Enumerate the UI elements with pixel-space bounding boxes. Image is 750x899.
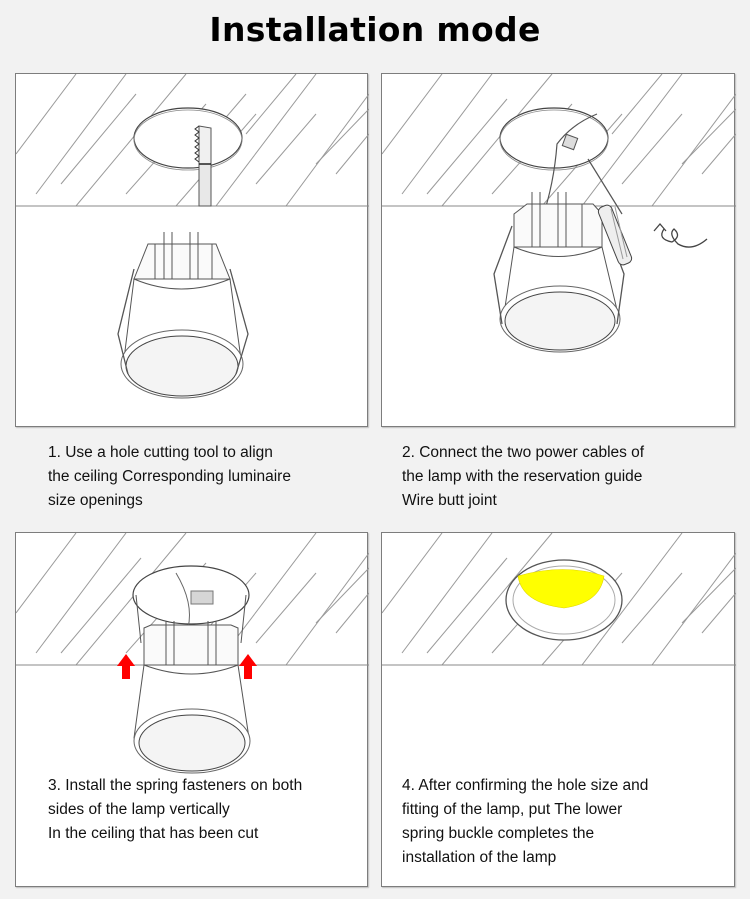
step-4-caption xyxy=(402,774,648,870)
wire-connection-illustration xyxy=(382,74,736,428)
up-arrow-icon xyxy=(117,654,135,679)
caption-line: sides of the lamp vertically xyxy=(48,801,230,818)
downlight-lamp-icon xyxy=(134,621,250,773)
caption-line: the ceiling Corresponding luminaire xyxy=(48,468,291,485)
downlight-lamp-icon xyxy=(118,232,248,398)
installed-downlight-icon xyxy=(506,560,622,640)
caption-line: 2. Connect the two power cables of xyxy=(402,444,645,461)
caption-line: Wire butt joint xyxy=(402,492,497,509)
caption-line: 1. Use a hole cutting tool to align xyxy=(48,444,273,461)
caption-line: 3. Install the spring fasteners on both xyxy=(48,777,303,794)
step-3-caption xyxy=(48,774,302,846)
caption-line: size openings xyxy=(48,492,143,509)
wire-connector-icon xyxy=(191,591,213,604)
step-1-illustration-panel xyxy=(15,73,368,427)
rotate-arrow-icon xyxy=(654,224,707,247)
caption-line: fitting of the lamp, put The lower xyxy=(402,801,623,818)
caption-line: spring buckle completes the xyxy=(402,825,595,842)
hole-saw-cutting-illustration xyxy=(16,74,369,428)
caption-line: 4. After confirming the hole size and xyxy=(402,777,649,794)
step-2-caption xyxy=(402,441,644,513)
caption-line: installation of the lamp xyxy=(402,849,557,866)
page-title: Installation mode xyxy=(209,10,541,49)
up-arrow-icon xyxy=(239,654,257,679)
step-1-caption xyxy=(48,441,291,513)
caption-line: the lamp with the reservation guide xyxy=(402,468,643,485)
step-2-illustration-panel xyxy=(381,73,735,427)
caption-line: In the ceiling that has been cut xyxy=(48,825,259,842)
